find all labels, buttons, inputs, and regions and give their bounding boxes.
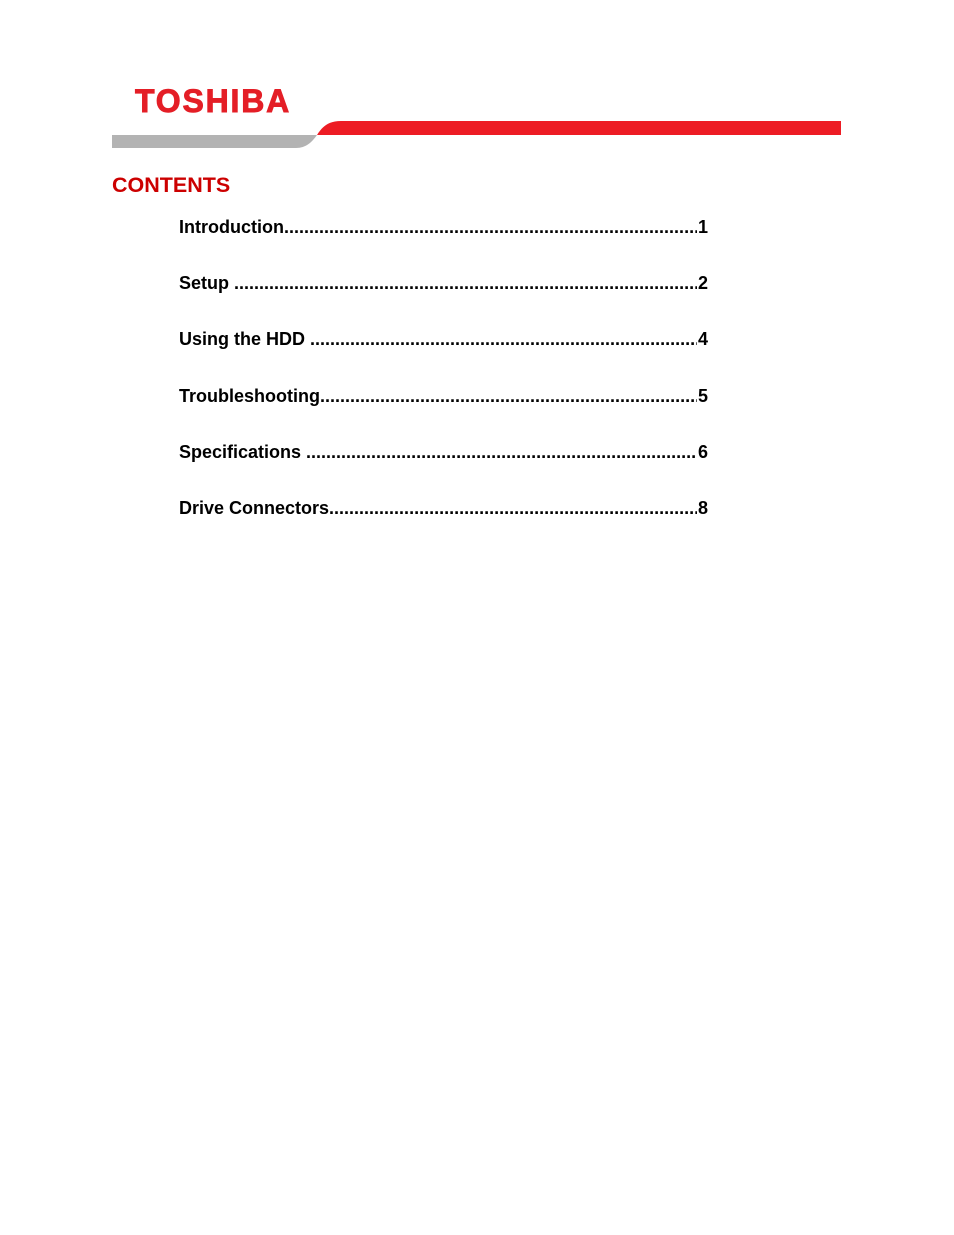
- header-gray-stripe: [112, 135, 317, 148]
- toc-entry-label[interactable]: Setup: [179, 273, 230, 294]
- toc-dot-leader: [310, 329, 697, 349]
- toc-entry-label[interactable]: Troubleshooting: [179, 385, 320, 406]
- toc-entry-label[interactable]: Using the HDD: [179, 329, 305, 350]
- toc-dot-leader: [320, 386, 697, 406]
- toc-entry-label[interactable]: Specifications: [179, 441, 302, 462]
- toc-entry-using-the-hdd[interactable]: [179, 329, 708, 349]
- toc-page-number[interactable]: 8: [697, 497, 708, 518]
- table-of-contents: [179, 217, 708, 554]
- toc-page-number[interactable]: 1: [697, 217, 708, 237]
- toc-page-number[interactable]: 5: [697, 385, 708, 406]
- toc-page-number[interactable]: 2: [697, 273, 708, 294]
- header-red-stripe: [317, 121, 841, 135]
- toc-entry-label[interactable]: Introduction: [179, 217, 284, 237]
- contents-heading: CONTENTS: [112, 173, 231, 197]
- toc-dot-leader: [306, 442, 697, 462]
- header-band: [0, 0, 954, 160]
- toc-page-number[interactable]: 4: [697, 329, 708, 350]
- toc-entry-specifications[interactable]: [179, 442, 708, 462]
- toshiba-logo: TOSHIBA: [135, 83, 292, 119]
- toc-entry-introduction[interactable]: [179, 217, 708, 237]
- toc-entry-drive-connectors[interactable]: [179, 498, 708, 518]
- toc-dot-leader: [234, 273, 697, 293]
- toc-entry-setup[interactable]: [179, 273, 708, 293]
- toc-dot-leader: [284, 217, 697, 237]
- toc-dot-leader: [329, 498, 697, 518]
- toc-entry-troubleshooting[interactable]: [179, 386, 708, 406]
- toc-page-number[interactable]: 6: [697, 441, 708, 462]
- toc-entry-label[interactable]: Drive Connectors: [179, 497, 330, 518]
